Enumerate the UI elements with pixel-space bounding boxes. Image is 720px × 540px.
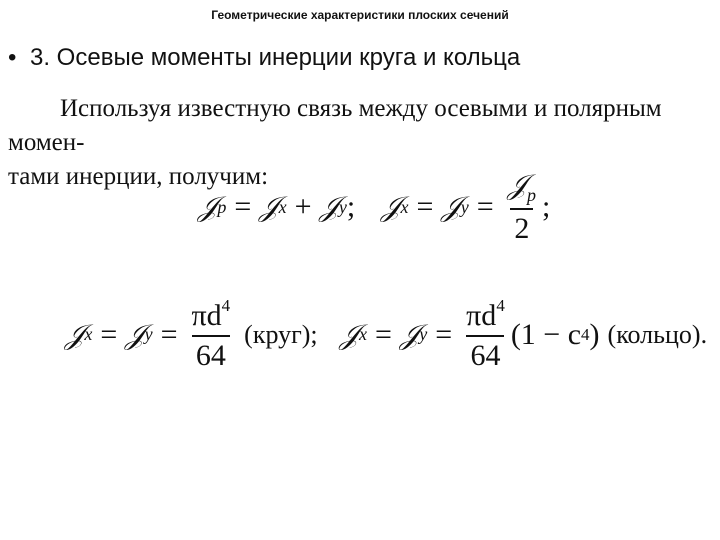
equals-sign: = — [435, 317, 453, 351]
subscript-y: y — [144, 324, 153, 344]
subscript-y: y — [460, 196, 469, 217]
equals-sign: = — [100, 317, 118, 351]
symbol-J: 𝒥 — [441, 190, 461, 223]
semicolon: ; — [346, 190, 356, 223]
denominator-2: 2 — [510, 208, 533, 246]
pi-d: πd — [191, 299, 222, 332]
formula-polar-relation — [198, 168, 550, 246]
symbol-J: 𝒥 — [259, 190, 279, 223]
symbol-J: 𝒥 — [65, 317, 85, 351]
equals-sign: = — [374, 317, 392, 351]
subscript-x: x — [84, 324, 93, 344]
symbol-J: 𝒥 — [125, 317, 145, 351]
symbol-J: 𝒥 — [339, 317, 359, 351]
symbol-J: 𝒥 — [319, 190, 339, 223]
symbol-J: 𝒥 — [399, 317, 420, 351]
bullet-icon: • — [8, 44, 17, 71]
circle-label: (круг); — [244, 319, 318, 349]
pi-d: πd — [466, 299, 497, 332]
equals-sign: = — [416, 190, 434, 223]
equals-sign: = — [160, 317, 178, 351]
plus-sign: + — [294, 190, 312, 223]
subscript-x: x — [400, 196, 409, 217]
exponent-4: 4 — [496, 296, 505, 315]
paragraph-line-1: Используя известную связь между осевыми и полярным момен- — [8, 95, 662, 156]
subscript-y: y — [338, 196, 347, 217]
fraction-pi-d4-over-64 — [190, 296, 233, 373]
ring-label: (кольцо). — [607, 319, 708, 349]
denominator-64: 64 — [192, 335, 230, 373]
equals-sign: = — [234, 190, 252, 223]
subscript-p: p — [217, 196, 227, 217]
denominator-64: 64 — [466, 335, 504, 373]
one-minus-c: (1 − c — [510, 317, 582, 351]
paragraph-line-2: тами инерции, получим: — [8, 163, 269, 190]
equals-sign: = — [476, 190, 494, 223]
section-heading — [8, 44, 520, 72]
symbol-J: 𝒥 — [381, 190, 401, 223]
heading-text: 3. Осевые моменты инерции круга и кольца — [30, 44, 521, 71]
subscript-p: p — [527, 185, 536, 205]
symbol-J: 𝒥 — [507, 168, 527, 201]
page-header: Геометрические характеристики плоских сечений — [211, 8, 509, 22]
close-paren: ) — [589, 317, 600, 351]
semicolon: ; — [542, 190, 551, 223]
formula-circle-ring — [65, 296, 707, 373]
symbol-J: 𝒥 — [198, 190, 218, 223]
exponent-4: 4 — [221, 296, 231, 315]
fraction-jp-over-2 — [506, 168, 538, 246]
subscript-x: x — [358, 324, 367, 344]
subscript-x: x — [278, 196, 287, 217]
fraction-pi-d4-over-64 — [464, 296, 507, 373]
exponent-4: 4 — [581, 324, 590, 344]
subscript-y: y — [419, 324, 428, 344]
